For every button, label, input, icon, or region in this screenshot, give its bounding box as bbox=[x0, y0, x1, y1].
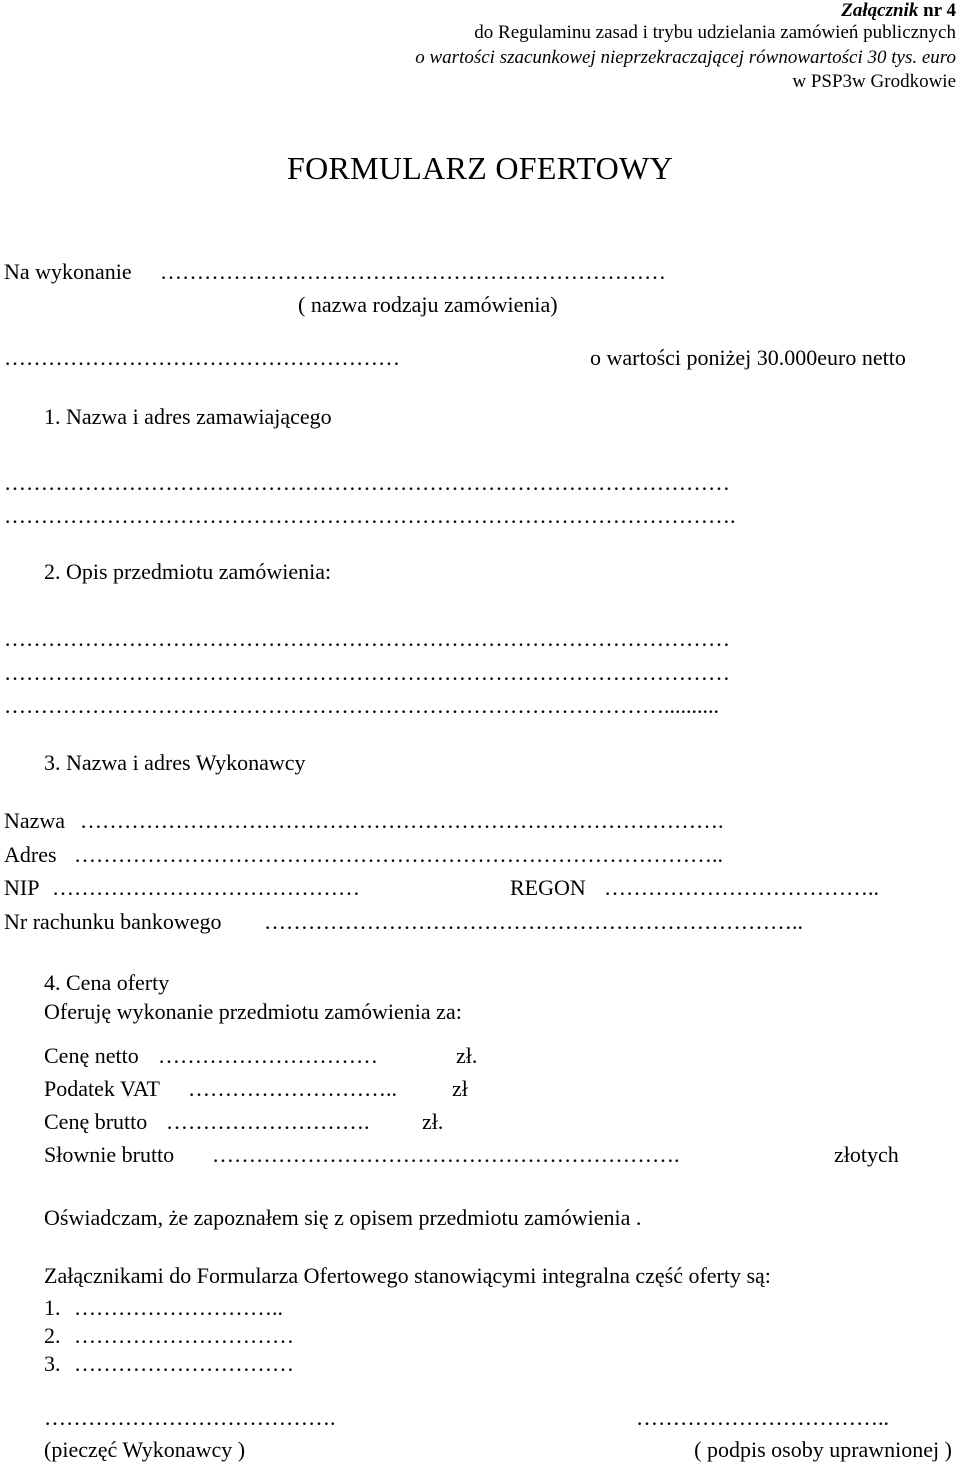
intro-label: Na wykonanie bbox=[4, 259, 132, 284]
annex-number: nr 4 bbox=[918, 0, 956, 21]
attachment-item-2-num: 2. bbox=[44, 1323, 61, 1348]
gross-price-unit: zł. bbox=[422, 1109, 444, 1134]
annex-header-line3: o wartości szacunkowej nieprzekraczającej równowartości 30 tys. euro bbox=[415, 47, 956, 68]
section4-heading: 4. Cena oferty bbox=[44, 970, 170, 995]
page-title: FORMULARZ OFERTOWY bbox=[286, 150, 674, 186]
annex-label: Załącznik bbox=[841, 0, 919, 21]
attachment-item-3-dots: ………………………… bbox=[74, 1351, 294, 1376]
section2-heading: 2. Opis przedmiotu zamówienia: bbox=[44, 559, 332, 584]
intro-dots-2: ……………………………………………… bbox=[4, 345, 400, 370]
vat-label: Podatek VAT bbox=[44, 1076, 160, 1101]
signature-dots: …………………………….. bbox=[636, 1405, 889, 1430]
section2-dots-3: ……………………………………………………………………………….......... bbox=[4, 693, 719, 718]
net-price-label: Cenę netto bbox=[44, 1043, 139, 1068]
section3-heading: 3. Nazwa i adres Wykonawcy bbox=[44, 750, 306, 775]
gross-words-label: Słownie brutto bbox=[44, 1142, 175, 1167]
bank-account-label: Nr rachunku bankowego bbox=[4, 909, 222, 934]
vat-unit: zł bbox=[452, 1076, 468, 1101]
intro-value-text: o wartości poniżej 30.000euro netto bbox=[590, 345, 906, 370]
offer-text: Oferuję wykonanie przedmiotu zamówienia za: bbox=[44, 999, 462, 1024]
annex-header-line2: do Regulaminu zasad i trybu udzielania zamówień publicznych bbox=[474, 22, 956, 43]
annex-header-line4: w PSP3w Grodkowie bbox=[792, 71, 956, 92]
attachment-item-3-num: 3. bbox=[44, 1351, 61, 1376]
section1-dots-2: ………………………………………………………………………………………. bbox=[4, 503, 736, 528]
section2-dots-1: ……………………………………………………………………………………… bbox=[4, 626, 730, 651]
gross-price-label: Cenę brutto bbox=[44, 1109, 148, 1134]
stamp-dots: …………………………………. bbox=[44, 1405, 336, 1430]
intro-dots-1: …………………………………………………………… bbox=[160, 259, 666, 284]
gross-price-dots: ………………………. bbox=[166, 1109, 370, 1134]
contractor-nip-label: NIP bbox=[4, 875, 40, 900]
annex-header-line1 bbox=[841, 0, 956, 22]
contractor-address-label: Adres bbox=[4, 842, 57, 867]
section2-dots-2: ……………………………………………………………………………………… bbox=[4, 660, 730, 685]
bank-account-dots: ……………………………………………………………….. bbox=[264, 909, 803, 934]
attachment-item-2-dots: ………………………… bbox=[74, 1323, 294, 1348]
attachment-item-1-num: 1. bbox=[44, 1295, 61, 1320]
section1-dots-1: ……………………………………………………………………………………… bbox=[4, 470, 730, 495]
vat-dots: ……………………….. bbox=[188, 1076, 397, 1101]
net-price-dots: ………………………… bbox=[158, 1043, 378, 1068]
gross-words-dots: ………………………………………………………. bbox=[212, 1142, 680, 1167]
attachment-item-1-dots: ……………………….. bbox=[74, 1295, 283, 1320]
contractor-address-dots: …………………………………………………………………………….. bbox=[74, 842, 723, 867]
net-price-unit: zł. bbox=[456, 1043, 478, 1068]
stamp-label: (pieczęć Wykonawcy ) bbox=[44, 1437, 246, 1462]
intro-subtitle: ( nazwa rodzaju zamówienia) bbox=[298, 292, 558, 317]
signature-label: ( podpis osoby uprawnionej ) bbox=[694, 1437, 952, 1462]
section1-heading: 1. Nazwa i adres zamawiającego bbox=[44, 404, 332, 429]
contractor-name-dots: ……………………………………………………………………………. bbox=[80, 808, 724, 833]
declaration-text: Oświadczam, że zapoznałem się z opisem przedmiotu zamówienia . bbox=[44, 1205, 642, 1230]
contractor-nip-dots: …………………………………… bbox=[52, 875, 360, 900]
contractor-regon-label: REGON bbox=[510, 875, 586, 900]
contractor-name-label: Nazwa bbox=[4, 808, 66, 833]
attachments-heading: Załącznikami do Formularza Ofertowego stanowiącymi integralna część oferty są: bbox=[44, 1263, 771, 1288]
contractor-regon-dots: ……………………………….. bbox=[604, 875, 879, 900]
gross-words-unit: złotych bbox=[834, 1142, 899, 1167]
